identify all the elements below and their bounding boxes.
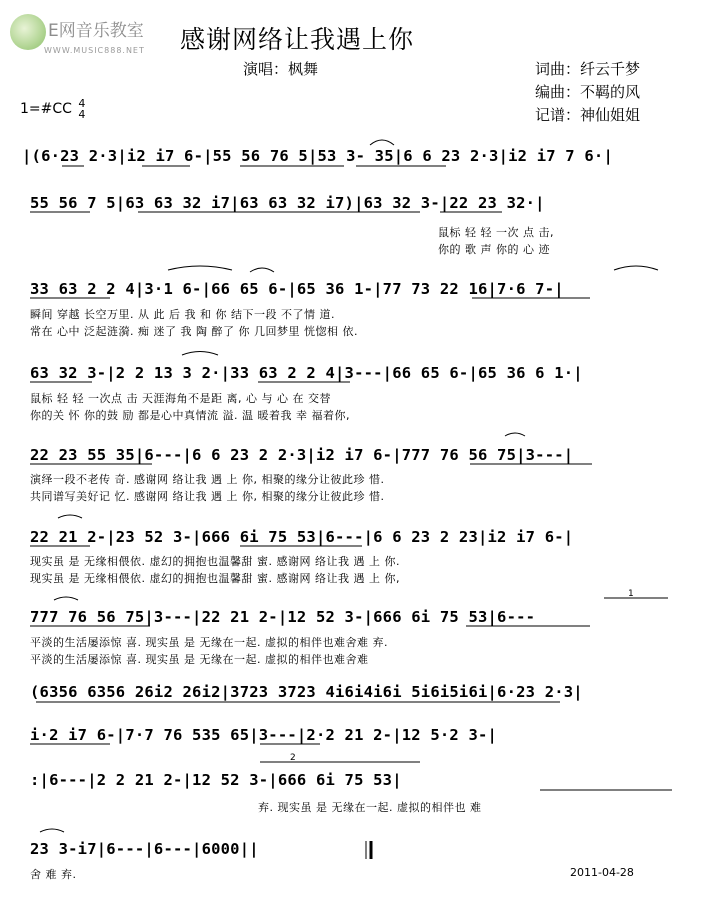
key-value: 1=#C [20, 101, 63, 117]
lyric-line-11: 舍 难 弃. [30, 868, 77, 881]
composer: 编曲：不羁的风 [535, 83, 641, 101]
lyric-line-2a: 鼠标 轻 轻 一次 点 击, [438, 226, 554, 239]
transcription-date: 2011-04-28 [570, 866, 634, 879]
transcriber: 记谱：神仙姐姐 [535, 106, 641, 124]
time-bottom: 4 [78, 108, 86, 121]
score-line-3: 33 63 2 2 4|3·1 6-|66 65 6-|65 36 1-|77 73 22 16|7·6 7-| [30, 280, 564, 298]
score-line-5: 22 23 55 35|6---|6 6 23 2 2·3|i2 i7 6-|777 76 56 75|3---| [30, 446, 574, 464]
lyric-line-7b: 平淡的生活屡添惊 喜. 现实虽 是 无缘在一起. 虚拟的相伴也难舍难 [30, 653, 369, 666]
score-line-11: 23 3-i7|6---|6---|6000|| [30, 840, 259, 858]
lyric-line-6a: 现实虽 是 无缘相偎依. 虚幻的拥抱也温馨甜 蜜. 感谢网 络让我 遇 上 你. [30, 555, 400, 568]
score-line-7: 777 76 56 75|3---|22 21 2-|12 52 3-|666 6i 75 53|6--- [30, 608, 536, 626]
lyric-line-2b: 你的 歌 声 你的 心 迹 [438, 243, 550, 256]
slur-mark [614, 266, 658, 270]
volta-number: 2 [290, 753, 296, 763]
score-line-8: (6356 6356 26i2 26i2|3723 3723 4i6i4i6i 5i6i5i6i|6·23 2·3| [30, 683, 583, 701]
logo-name: E网音乐教室 [48, 21, 144, 41]
slur-mark [370, 140, 394, 145]
score-line-6: 22 21 2-|23 52 3-|666 6i 75 53|6---|6 6 23 2 23|i2 i7 6-| [30, 528, 574, 546]
volta-number: 1 [628, 589, 634, 599]
slur-mark [505, 433, 525, 436]
lyric-line-3a: 瞬间 穿越 长空万里. 从 此 后 我 和 你 结下一段 不了情 道. [30, 308, 335, 321]
logo-site: WWW.MUSIC888.NET [44, 46, 145, 55]
lyric-line-10: 弃. 现实虽 是 无缘在一起. 虚拟的相伴也 难 [258, 801, 482, 814]
slur-mark [58, 515, 82, 518]
time-symbol-c: C [62, 101, 72, 117]
lyric-line-4b: 你的关 怀 你的鼓 励 都是心中真情流 溢. 温 暖着我 幸 福着你, [30, 409, 350, 422]
score-line-4: 63 32 3-|2 2 13 3 2·|33 63 2 2 4|3---|66 65 6-|65 36 6 1·| [30, 364, 583, 382]
lyric-line-5b: 共同谱写美好记 忆. 感谢网 络让我 遇 上 你, 相聚的缘分让彼此珍 惜. [30, 490, 385, 503]
score-line-9: i·2 i7 6-|7·7 76 535 65|3---|2·2 21 2-|12 5·2 3-| [30, 726, 498, 744]
slur-mark [40, 829, 64, 832]
song-title: 感谢网络让我遇上你 [180, 25, 415, 54]
lyric-line-6b: 现实虽 是 无缘相偎依. 虚幻的拥抱也温馨甜 蜜. 感谢网 络让我 遇 上 你, [30, 572, 400, 585]
slur-mark [168, 266, 232, 270]
score-line-2: 55 56 7 5|63 63 32 i7|63 63 32 i7)|63 32 3-|22 23 32·| [30, 194, 545, 212]
score-line-1: |(6·23 2·3|i2 i7 6-|55 56 76 5|53 3- 35|6 6 23 2·3|i2 i7 7 6·| [22, 147, 613, 165]
lyric-line-3b: 常在 心中 泛起涟漪. 痴 迷了 我 陶 醉了 你 几回梦里 恍惚相 依. [30, 325, 358, 338]
lyricist: 词曲：纤云千梦 [535, 60, 641, 78]
lyric-line-4a: 鼠标 轻 轻 一次点 击 天涯海角不是距 离, 心 与 心 在 交替 [30, 392, 331, 405]
lyric-line-5a: 演绎一段不老传 奇. 感谢网 络让我 遇 上 你, 相聚的缘分让彼此珍 惜. [30, 473, 385, 486]
score-line-10: :|6---|2 2 21 2-|12 52 3-|666 6i 75 53| [30, 771, 402, 789]
slur-mark [54, 597, 78, 600]
slur-mark [250, 268, 274, 272]
lyric-line-7a: 平淡的生活屡添惊 喜. 现实虽 是 无缘在一起. 虚拟的相伴也难舍难 弃. [30, 636, 388, 649]
time-top: 4 [78, 97, 86, 110]
singer-label: 演唱：枫舞 [243, 60, 319, 78]
slur-mark [182, 352, 218, 356]
